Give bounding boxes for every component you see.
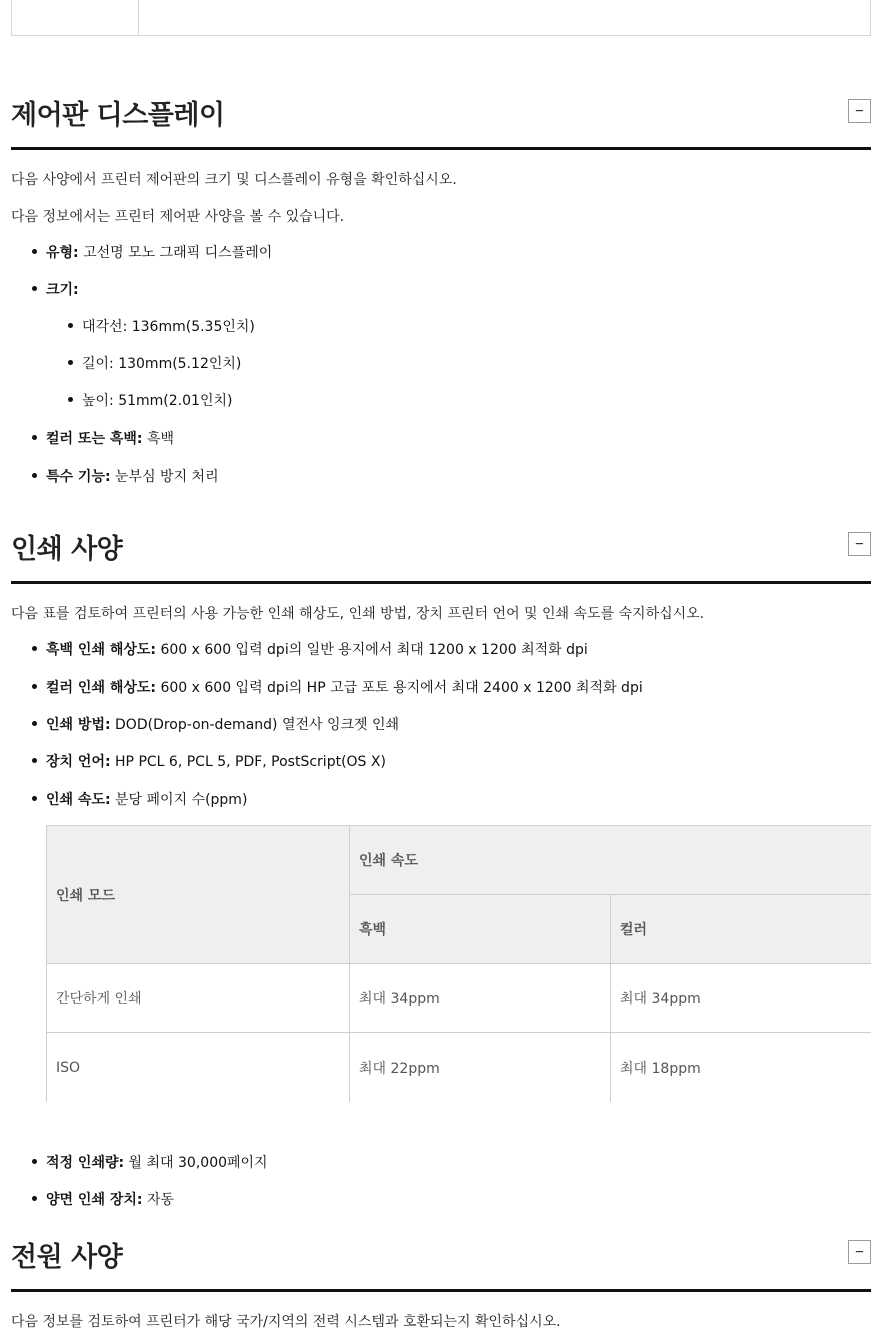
list-item	[46, 466, 219, 486]
item-value: 고선명 모노 그래픽 디스플레이	[78, 245, 273, 261]
print-speed-table	[46, 825, 871, 1102]
section-divider	[11, 581, 871, 584]
item-value: 자동	[142, 1192, 174, 1208]
item-value: 600 x 600 입력 dpi의 HP 고급 포토 용지에서 최대 2400 x 1200 최적화 dpi	[156, 680, 643, 696]
item-label: 유형:	[46, 245, 79, 261]
print-specs-collapse-button[interactable]	[848, 532, 871, 556]
sub-list-item: 길이: 130mm(5.12인치)	[82, 353, 241, 373]
weight-value	[148, 0, 278, 2]
table-cell-color: 최대 34ppm	[611, 964, 871, 1033]
table-header-mode: 인쇄 모드	[47, 826, 350, 964]
item-value: 흑백	[142, 431, 174, 447]
list-item	[46, 428, 174, 448]
item-label: 컬러 인쇄 해상도:	[46, 680, 157, 696]
section-divider	[11, 1289, 871, 1292]
weight-label	[21, 0, 46, 2]
table-cell-mono: 최대 22ppm	[350, 1033, 611, 1102]
print-specs-title: 인쇄 사양	[11, 534, 123, 565]
list-item	[46, 751, 386, 771]
item-label: 특수 기능:	[46, 469, 111, 485]
table-header-color: 컬러	[611, 895, 871, 964]
table-cell-mode: ISO	[47, 1033, 350, 1102]
power-specs-collapse-button[interactable]	[848, 1240, 871, 1264]
minus-icon: −	[855, 536, 864, 552]
item-label: 인쇄 속도:	[46, 792, 111, 808]
list-item	[46, 677, 643, 697]
section-divider	[11, 147, 871, 150]
print-specs-intro: 다음 표를 검토하여 프린터의 사용 가능한 인쇄 해상도, 인쇄 방법, 장치 프린터 언어 및 인쇄 속도를 숙지하십시오.	[11, 606, 705, 622]
item-label: 인쇄 방법:	[46, 717, 111, 733]
item-label: 컬러 또는 흑백:	[46, 431, 143, 447]
control-panel-title: 제어판 디스플레이	[11, 100, 225, 131]
minus-icon: −	[855, 103, 864, 119]
item-label: 양면 인쇄 장치:	[46, 1192, 143, 1208]
control-panel-section-header	[11, 96, 871, 152]
item-value: HP PCL 6, PCL 5, PDF, PostScript(OS X)	[110, 754, 386, 770]
list-item	[46, 279, 79, 299]
sub-list-item: 대각선: 136mm(5.35인치)	[82, 316, 255, 336]
control-panel-intro-1: 다음 사양에서 프린터 제어판의 크기 및 디스플레이 유형을 확인하십시오.	[11, 172, 457, 188]
item-label: 적정 인쇄량:	[46, 1155, 125, 1171]
list-item	[46, 242, 272, 262]
list-item	[46, 789, 247, 809]
list-item	[46, 639, 588, 659]
power-specs-title: 전원 사양	[11, 1242, 123, 1273]
control-panel-collapse-button[interactable]	[848, 99, 871, 123]
list-item	[46, 1152, 268, 1172]
table-header-mono: 흑백	[350, 895, 611, 964]
sub-list-item: 높이: 51mm(2.01인치)	[82, 390, 232, 410]
weight-label-cell	[12, 0, 139, 35]
table-cell-mode: 간단하게 인쇄	[47, 964, 350, 1033]
print-specs-section-header	[11, 530, 871, 586]
item-value: 600 x 600 입력 dpi의 일반 용지에서 최대 1200 x 1200 최적화 dpi	[156, 642, 588, 658]
control-panel-intro-2: 다음 정보에서는 프린터 제어판 사양을 볼 수 있습니다.	[11, 209, 345, 225]
power-specs-intro: 다음 정보를 검토하여 프린터가 해당 국가/지역의 전력 시스템과 호환되는지 확인하십시오.	[11, 1314, 561, 1330]
table-cell-color: 최대 18ppm	[611, 1033, 871, 1102]
list-item	[46, 714, 399, 734]
item-value: 월 최대 30,000페이지	[124, 1155, 268, 1171]
table-header-speed: 인쇄 속도	[350, 826, 871, 895]
list-item	[46, 1189, 174, 1209]
item-label: 흑백 인쇄 해상도:	[46, 642, 157, 658]
table-cell-mono: 최대 34ppm	[350, 964, 611, 1033]
item-value: DOD(Drop-on-demand) 열전사 잉크젯 인쇄	[110, 717, 400, 733]
item-label: 크기:	[46, 282, 79, 298]
item-value: 눈부심 방지 처리	[110, 469, 219, 485]
minus-icon: −	[855, 1244, 864, 1260]
weight-table	[11, 0, 871, 36]
item-label: 장치 언어:	[46, 754, 111, 770]
item-value: 분당 페이지 수(ppm)	[110, 792, 248, 808]
power-specs-section-header	[11, 1238, 871, 1294]
